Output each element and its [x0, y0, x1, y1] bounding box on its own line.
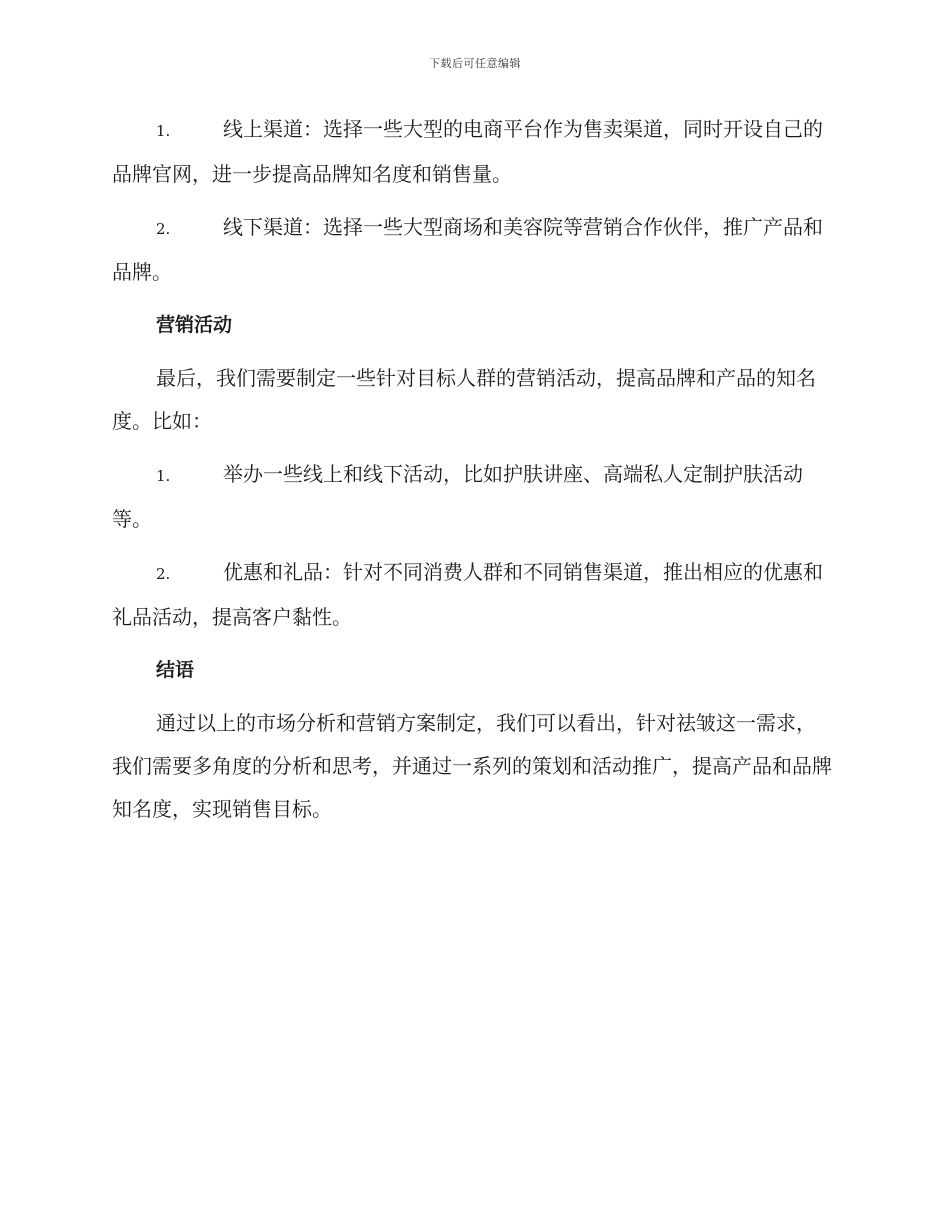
paragraph: 最后，我们需要制定一些针对目标人群的营销活动，提高品牌和产品的知名度。比如： [112, 366, 816, 433]
list-item-text: 举办一些线上和线下活动，比如护肤讲座、高端私人定制护肤活动等。 [112, 462, 803, 531]
section-heading-conclusion: 结语 [156, 659, 195, 681]
document-body [112, 108, 832, 841]
list-item [112, 108, 832, 196]
section-heading-marketing-activities: 营销活动 [156, 314, 233, 336]
list-item [112, 551, 832, 639]
list-item-number: 2. [156, 220, 171, 238]
list-item-text: 优惠和礼品：针对不同消费人群和不同销售渠道，推出相应的优惠和礼品活动，提高客户黏性。 [112, 560, 823, 629]
page-header: 下载后可任意编辑 [429, 57, 521, 70]
paragraph: 通过以上的市场分析和营销方案制定，我们可以看出，针对祛皱这一需求，我们需要多角度的分析和思考，并通过一系列的策划和活动推广，提高产品和品牌知名度，实现销售目标。 [112, 711, 832, 821]
list-item-number: 1. [156, 122, 171, 140]
list-item-number: 2. [156, 565, 171, 583]
list-item-number: 1. [156, 467, 171, 485]
list-item [112, 453, 832, 541]
list-item-text: 线上渠道：选择一些大型的电商平台作为售卖渠道，同时开设自己的品牌官网，进一步提高品牌知名度和销售量。 [112, 117, 823, 186]
list-item-text: 线下渠道：选择一些大型商场和美容院等营销合作伙伴，推广产品和品牌。 [112, 215, 823, 284]
list-item [112, 206, 832, 294]
